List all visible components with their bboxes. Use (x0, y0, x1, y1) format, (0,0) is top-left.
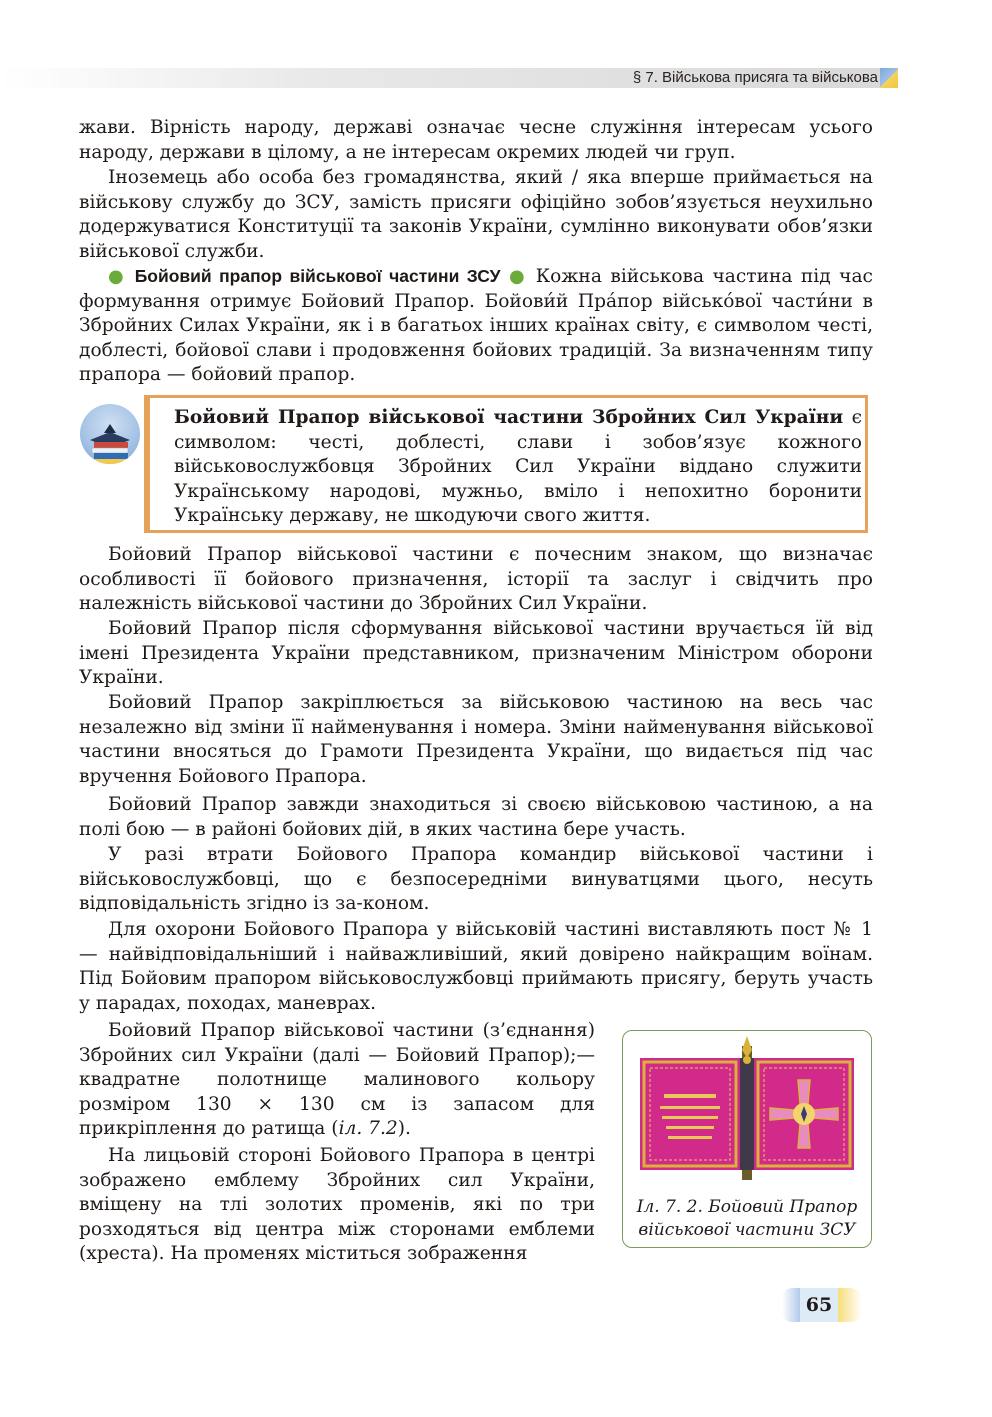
paragraph-5: Бойовий Прапор після сформування військової частини вручається їй від імені Президента України представником, призначеним Міністром оборони України. (79, 618, 873, 688)
section-heading: Бойовий прапор військової частини ЗСУ (134, 266, 501, 286)
figure-caption: Іл. 7. 2. Бойовий Прапор військової частини ЗСУ (636, 1197, 858, 1240)
definition-body: є символом: честі, доблесті, слави і зобов’язує кожного військовослужбовця Збройних Сил України віддано служити Українському народові, мужньо, вміло і непохитно боронити Українську державу, не шкодуючи свого життя. (174, 407, 862, 526)
definition-term: Бойовий Прапор військової частини Збройних Сил України (174, 407, 844, 428)
definition-text (174, 406, 862, 529)
page-number: 65 (805, 1294, 833, 1316)
paragraph-11: На лицьовій стороні Бойового Прапора в центрі зображено емблему Збройних сил України, вміщену на тлі золотих променів, які по три розходяться від центра між сторонами емблеми (хреста). На променях міститься зображення (79, 1145, 595, 1264)
books-icon (80, 404, 140, 464)
paragraph-10-text: Бойовий Прапор військової частини (з’єднання) Збройних сил України (далі — Бойовий Прапор);— квадратне полотнище малинового кольору розміром 130 × 130 см із запасом для прикріплення до ратища ( (79, 1020, 595, 1139)
battle-flag-image (638, 1036, 856, 1180)
paragraph-9: Для охорони Бойового Прапора у військовій частині виставляють пост № 1 — найвідповідальніший і найважливіший, який довірено найкращим воїнам. Під Бойовим прапором військовослужбовці приймають присягу, беруть участь у парадах, походах, маневрах. (79, 919, 873, 1014)
running-header: § 7. Військова присяга та військова (632, 69, 878, 86)
paragraph-8: У разі втрати Бойового Прапора командир військової частини і військовослужбовці, що є безпосередніми винуватцями цього, несуть відповідальність згідно із за-коном. (79, 844, 873, 914)
paragraph-1: жави. Вірність народу, державі означає чесне служіння інтересам усього народу, держави в цілому, а не інтересам окремих людей чи груп. (79, 117, 873, 163)
paragraph-2: Іноземець або особа без громадянства, який / яка вперше приймається на військову службу до ЗСУ, замість присяги офіційно зобов’язується неухильно додержуватися Конституції та законів України, сумлінно виконувати обов’язки військової служби. (79, 167, 873, 262)
section-paragraph (79, 264, 873, 388)
section-text: Кожна військова частина під час формування отримує Бойовий Прапор. Бойови́й Пра́пор військо́вої части́ни в Збройних Силах України, як і в багатьох інших країнах світу, є символом честі, доблесті, бойової слави і продовження бойових традицій. За визначенням типу прапора — бойовий прапор. (79, 266, 873, 385)
paragraph-4: Бойовий Прапор військової частини є почесним знаком, що визначає особливості її бойового призначення, історії та заслуг і свідчить про належність військової частини до Збройних Сил України. (79, 544, 873, 614)
header-corner-decoration (880, 68, 898, 88)
paragraph-10 (79, 1019, 595, 1142)
paragraph-7: Бойовий Прапор завжди знаходиться зі своєю військовою частиною, а на полі бою — в районі бойових дій, в яких частина бере участь. (79, 794, 873, 840)
paragraph-6: Бойовий Прапор закріплюється за військовою частиною на весь час незалежно від зміни її найменування і номера. Зміни найменування військової частини вносяться до Грамоти Президента України, що видається під час вручення Бойового Прапора. (79, 692, 873, 787)
figure-reference: іл. 7.2 (338, 1118, 398, 1139)
bullet-dot-icon: ● (108, 266, 127, 287)
bullet-dot-icon: ● (509, 266, 528, 287)
paragraph-10-end: ). (397, 1118, 411, 1139)
